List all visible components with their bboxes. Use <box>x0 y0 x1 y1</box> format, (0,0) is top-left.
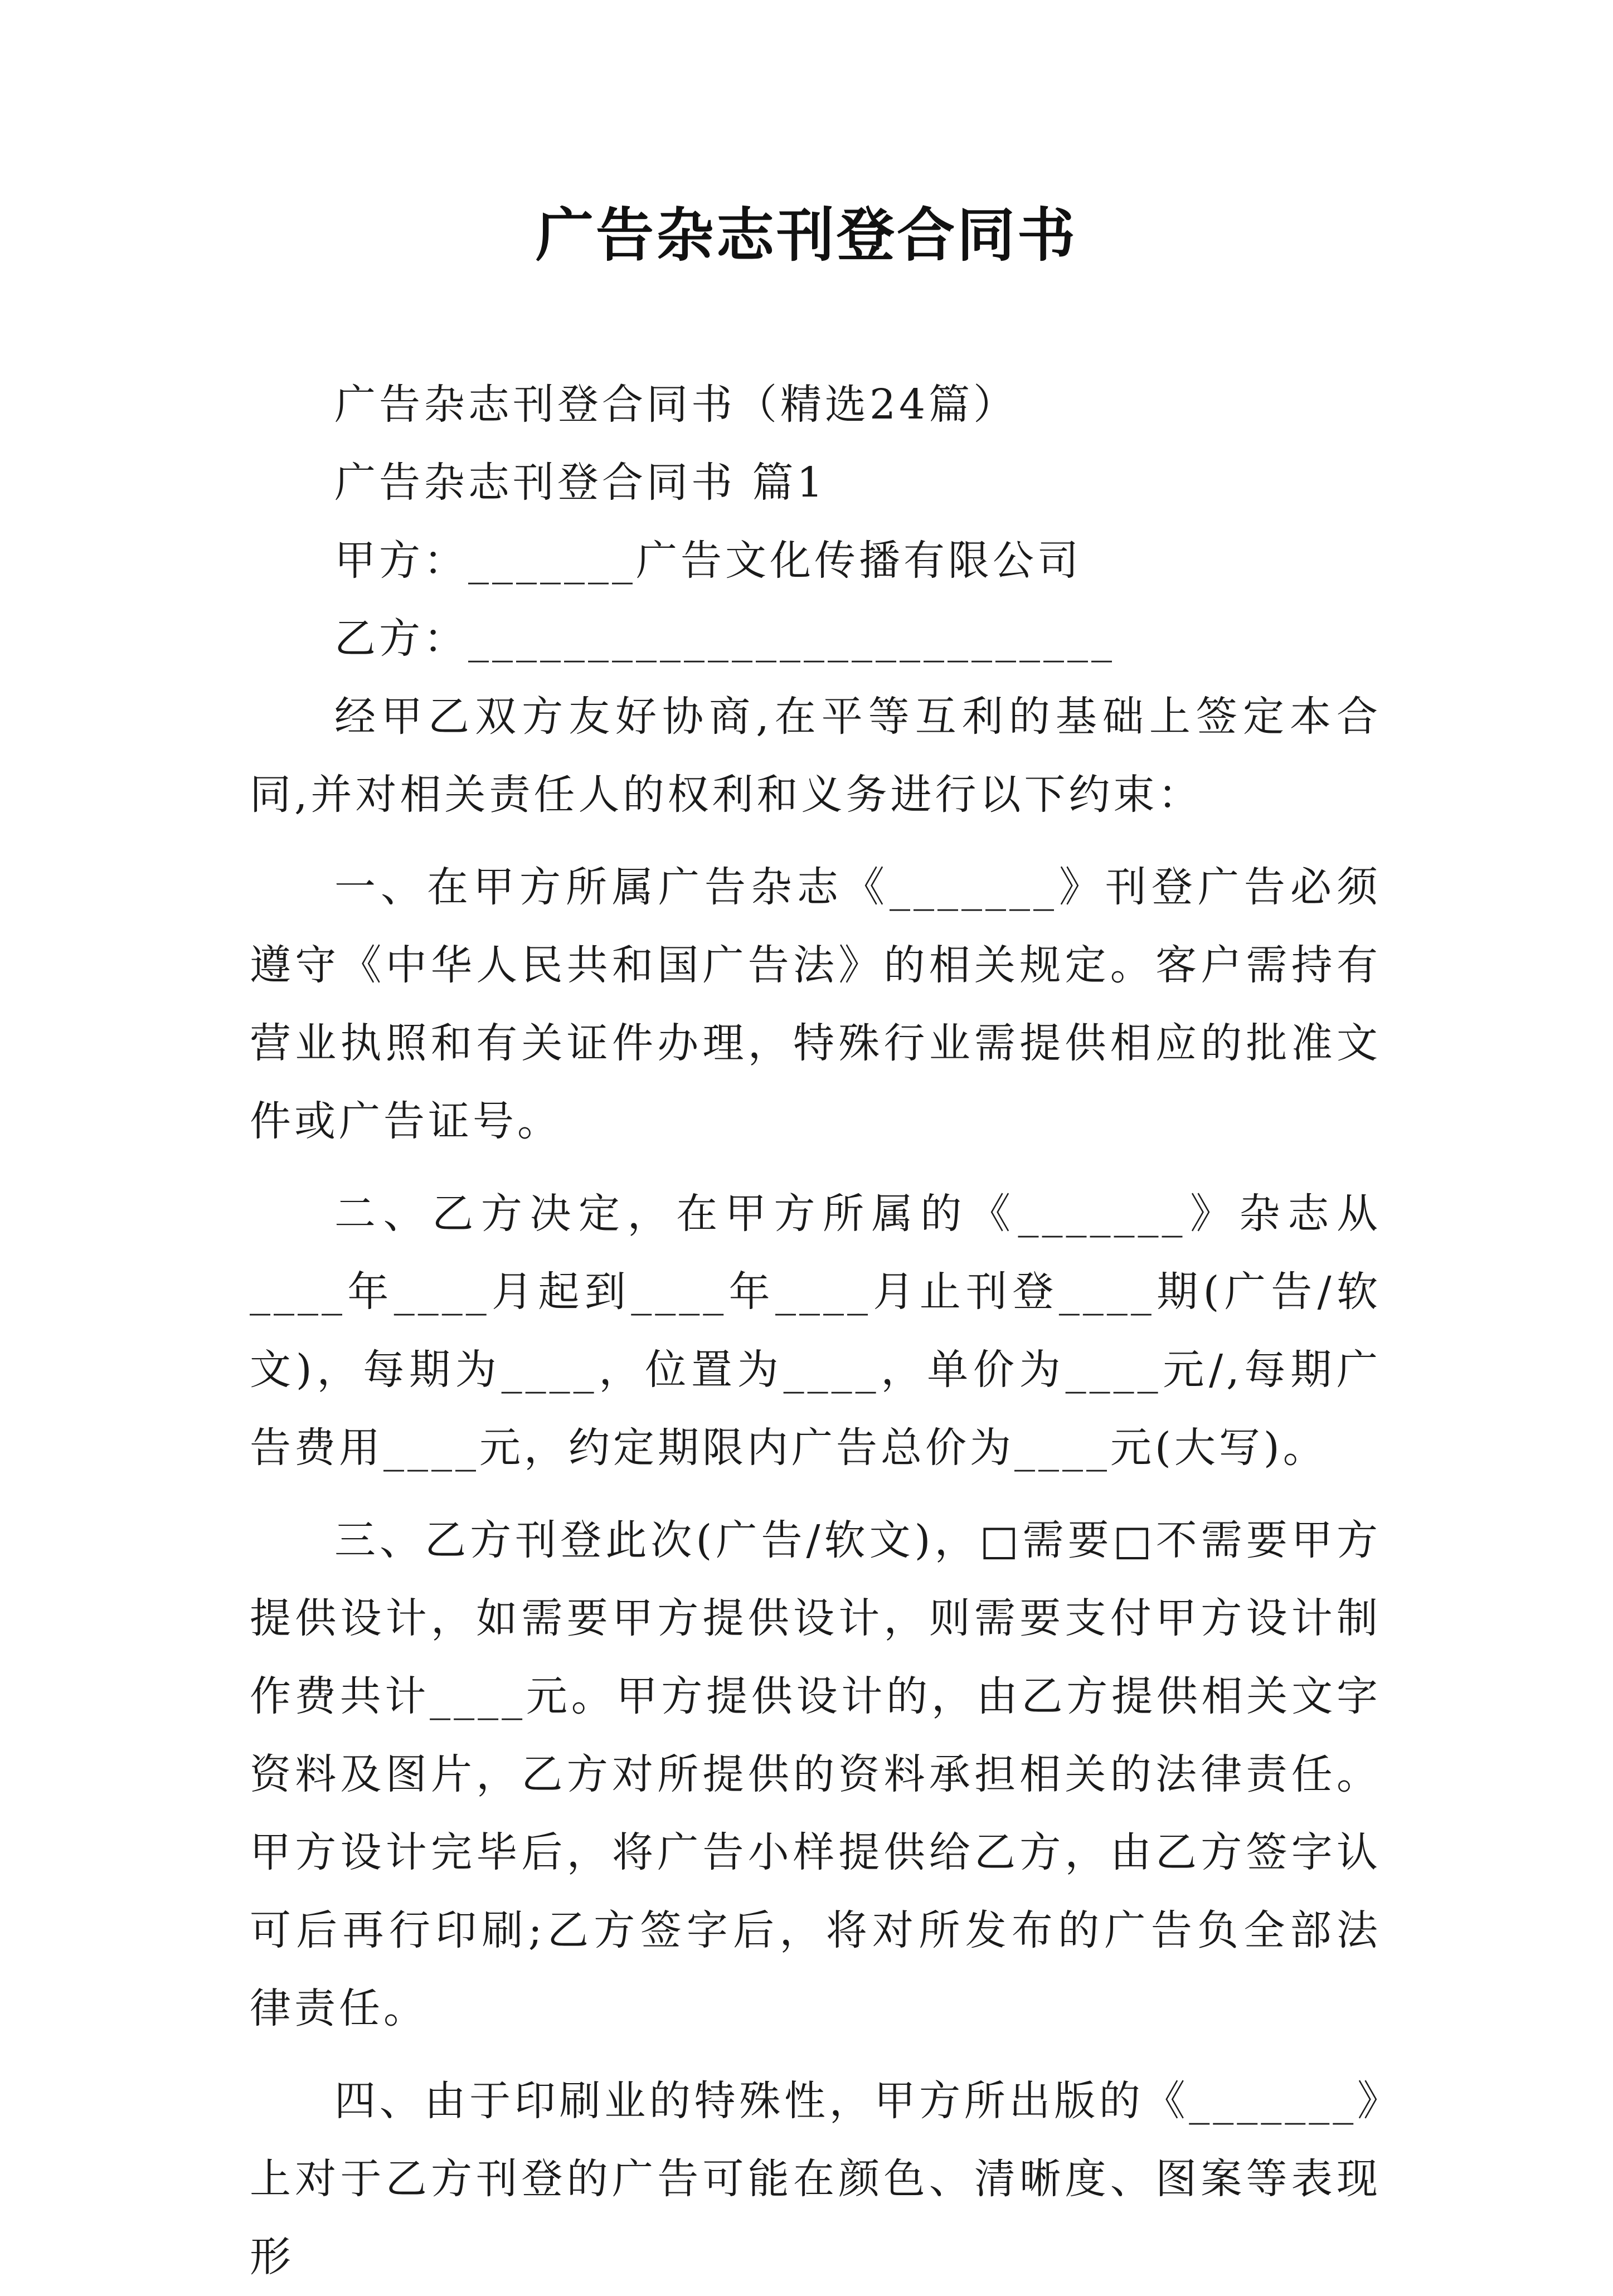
doc-subtitle: 广告杂志刊登合同书（精选24篇） <box>334 381 1018 429</box>
clause-2: 二、乙方决定，在甲方所属的《_______》杂志从____年____月起到____年____月止刊登____期(广告/软文)，每期为____，位置为____，单价为____元/,每期广告费用____元，约定期限内广告总价为____元(大写)。 <box>250 1190 1381 1472</box>
clause-3: 三、乙方刊登此次(广告/软文)，□需要□不需要甲方提供设计，如需要甲方提供设计，则需要支付甲方设计制作费共计____元。甲方提供设计的，由乙方提供相关文字资料及图片，乙方对所提供的资料承担相关的法律责任。甲方设计完毕后，将广告小样提供给乙方，由乙方签字认可后再行印刷;乙方签字后，将对所发布的广告负全部法律责任。 <box>250 1516 1381 2032</box>
section-heading: 广告杂志刊登合同书 篇1 <box>334 459 827 507</box>
preamble-paragraph: 经甲乙双方友好协商,在平等互利的基础上签定本合同,并对相关责任人的权利和义务进行以下约束： <box>250 693 1381 819</box>
document-body <box>250 366 1381 2296</box>
clause-1: 一、在甲方所属广告杂志《_______》刊登广告必须遵守《中华人民共和国广告法》的相关规定。客户需持有营业执照和有关证件办理，特殊行业需提供相应的批准文件或广告证号。 <box>250 863 1381 1145</box>
clause-4: 四、由于印刷业的特殊性，甲方所出版的《_______》上对于乙方刊登的广告可能在颜色、清晰度、图案等表现形 <box>250 2077 1381 2281</box>
party-a-line: 甲方：_______广告文化传播有限公司 <box>334 537 1082 585</box>
document-title: 广告杂志刊登合同书 <box>535 201 1077 269</box>
party-b-line: 乙方：___________________________ <box>334 615 1115 663</box>
